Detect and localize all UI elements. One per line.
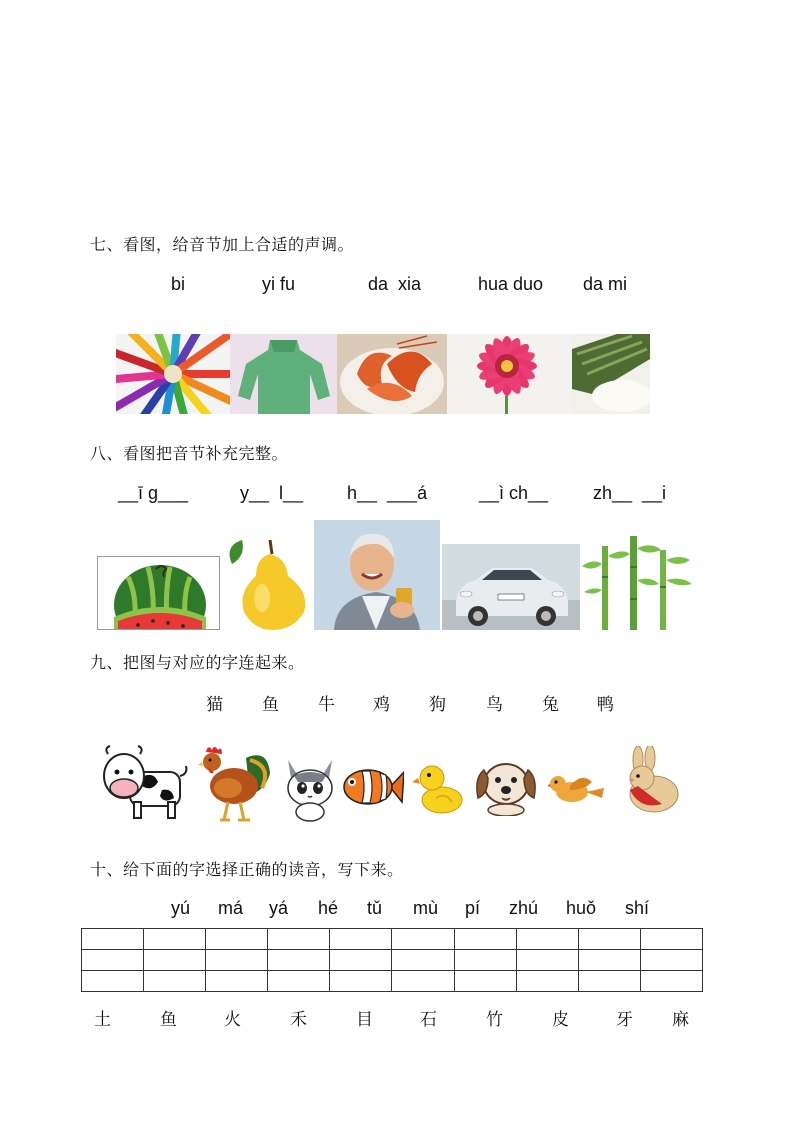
hanzi-character: 狗 [429,695,446,715]
grid-cell[interactable] [268,929,330,950]
grid-cell[interactable] [516,929,578,950]
grid-cell[interactable] [144,971,206,992]
grid-cell[interactable] [206,929,268,950]
grid-cell[interactable] [392,929,454,950]
pinyin-reading: yú [171,898,191,918]
bamboo-image [582,536,698,630]
grid-cell[interactable] [82,971,144,992]
pinyin-syllable: hua duo [478,274,544,294]
pinyin-syllable: da mi [583,274,628,294]
hanzi-character: 牛 [318,695,335,715]
pear-image [222,536,312,630]
grid-row [82,929,703,950]
pinyin-syllable: da xia [368,274,422,294]
hanzi-character: 兔 [542,695,559,715]
green-sweater-image [230,334,337,414]
section10-title: 十、给下面的字选择正确的读音，写下来。 [90,860,404,879]
hanzi-character: 牙 [616,1010,633,1030]
cooked-shrimp-image [337,334,447,414]
grid-cell[interactable] [206,950,268,971]
cow-image [100,744,190,822]
grid-cell[interactable] [268,950,330,971]
grid-cell[interactable] [82,929,144,950]
grid-row [82,971,703,992]
grid-cell[interactable] [330,950,392,971]
bird-image [548,770,604,806]
grid-cell[interactable] [144,929,206,950]
grid-cell[interactable] [578,971,640,992]
pink-flower-image [447,334,572,414]
pinyin-blank-syllable: __ì ch__ [479,483,549,503]
section8-title: 八、看图把音节补充完整。 [90,444,289,463]
pinyin-reading: hé [318,898,339,918]
pinyin-blank-syllable: zh__ __i [593,483,667,503]
grid-cell[interactable] [392,950,454,971]
duck-image [412,760,464,814]
grid-cell[interactable] [454,950,516,971]
hanzi-character: 石 [420,1010,437,1030]
writing-grid [81,928,703,992]
grid-cell[interactable] [640,950,702,971]
dog-image [474,754,538,816]
pinyin-reading: shí [625,898,650,918]
watermelon-image [97,556,220,630]
hanzi-character: 土 [94,1010,111,1030]
hanzi-character: 麻 [672,1010,689,1030]
hanzi-character: 禾 [290,1010,307,1030]
grid-cell[interactable] [330,929,392,950]
hanzi-character: 鸟 [486,695,503,715]
pinyin-reading: tǔ [367,898,383,918]
cat-image [284,754,336,822]
grid-cell[interactable] [206,971,268,992]
pinyin-blank-syllable: h__ ___á [347,483,428,503]
grid-cell[interactable] [454,929,516,950]
rabbit-image [618,746,682,816]
grid-row [82,950,703,971]
hanzi-character: 猫 [206,695,223,715]
grid-cell[interactable] [268,971,330,992]
grid-cell[interactable] [392,971,454,992]
hanzi-character: 鱼 [262,695,279,715]
grid-cell[interactable] [578,929,640,950]
pinyin-reading: mù [413,898,439,918]
grid-cell[interactable] [640,971,702,992]
rooster-image [198,744,274,822]
grid-cell[interactable] [144,950,206,971]
hanzi-character: 皮 [552,1010,569,1030]
colored-pencils-image [116,334,230,414]
grid-cell[interactable] [578,950,640,971]
hanzi-character: 竹 [486,1010,503,1030]
section7-title: 七、看图，给音节加上合适的声调。 [90,235,355,254]
hanzi-character: 鸡 [373,695,390,715]
pinyin-reading: pí [465,898,481,918]
grid-cell[interactable] [330,971,392,992]
section7-pictures [116,334,650,414]
car-image [442,544,580,630]
pinyin-reading: má [218,898,244,918]
pinyin-blank-syllable: y__ l__ [240,483,304,503]
pinyin-reading: zhú [509,898,539,918]
grid-cell[interactable] [82,950,144,971]
grid-cell[interactable] [454,971,516,992]
fish-image [342,764,404,810]
hanzi-character: 火 [224,1010,241,1030]
pinyin-syllable: bi [171,274,186,294]
hanzi-character: 鸭 [597,695,614,715]
hanzi-character: 目 [356,1010,373,1030]
pinyin-reading: yá [269,898,289,918]
grandpa-image [314,520,440,630]
grid-cell[interactable] [516,950,578,971]
rice-image [572,334,650,414]
section9-title: 九、把图与对应的字连起来。 [90,653,305,672]
pinyin-syllable: yi fu [262,274,296,294]
grid-cell[interactable] [516,971,578,992]
hanzi-character: 鱼 [160,1010,177,1030]
grid-cell[interactable] [640,929,702,950]
pinyin-blank-syllable: __ī g___ [118,483,189,503]
pinyin-reading: huǒ [566,898,597,918]
